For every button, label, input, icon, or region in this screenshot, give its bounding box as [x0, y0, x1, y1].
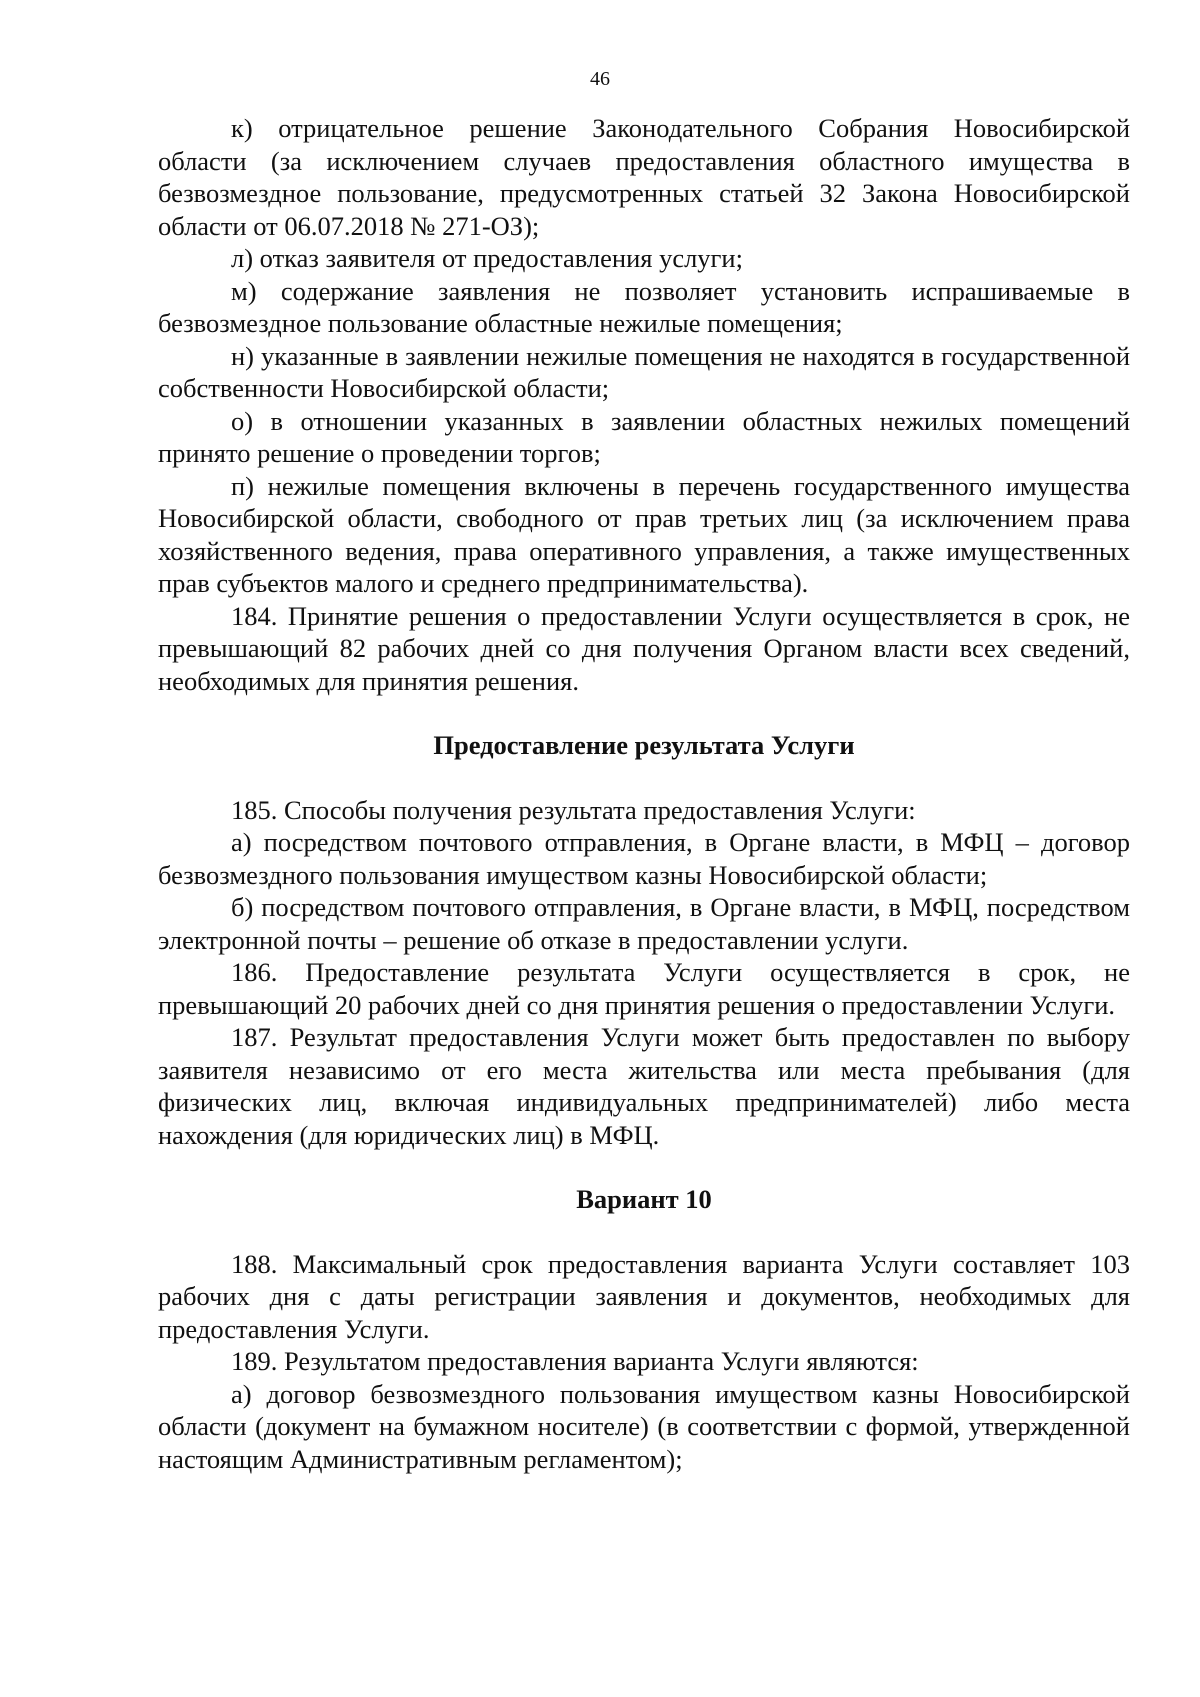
paragraph-187: 187. Результат предоставления Услуги может быть предоставлен по выбору заявителя независимо от его места жительства или места пребывания (для физических лиц, включая индивидуальных предпринимателей) либо места нахождения (для юридических лиц) в МФЦ.: [158, 1022, 1130, 1150]
section-heading-variant-10: Вариант 10: [576, 1184, 712, 1214]
paragraph-188: 188. Максимальный срок предоставления варианта Услуги составляет 103 рабочих дня с даты регистрации заявления и документов, необходимых для предоставления Услуги.: [158, 1248, 1130, 1344]
page-number: 46: [590, 68, 610, 90]
document-body: [158, 112, 1130, 1475]
paragraph-189-a: а) договор безвозмездного пользования имуществом казны Новосибирской области (документ на бумажном носителе) (в соответствии с формой, утвержденной настоящим Административным регламентом);: [158, 1378, 1130, 1474]
paragraph-m: м) содержание заявления не позволяет установить испрашиваемые в безвозмездное пользование областные нежилые помещения;: [158, 275, 1130, 338]
paragraph-p: п) нежилые помещения включены в перечень государственного имущества Новосибирской области, свободного от прав третьих лиц (за исключением права хозяйственного ведения, права оперативного управления, а также имущественных прав субъектов малого и среднего предпринимательства).: [158, 470, 1130, 598]
section-heading-result: Предоставление результата Услуги: [433, 730, 855, 760]
paragraph-186: 186. Предоставление результата Услуги осуществляется в срок, не превышающий 20 рабочих дней со дня принятия решения о предоставлении Услуги.: [158, 957, 1130, 1020]
paragraph-k: к) отрицательное решение Законодательного Собрания Новосибирской области (за исключением случаев предоставления областного имущества в безвозмездное пользование, предусмотренных статьей 32 Закона Новосибирской области от 06.07.2018 № 271-ОЗ);: [158, 113, 1130, 241]
paragraph-185: 185. Способы получения результата предоставления Услуги:: [231, 794, 916, 825]
paragraph-184: 184. Принятие решения о предоставлении Услуги осуществляется в срок, не превышающий 82 рабочих дней со дня получения Органом власти всех сведений, необходимых для принятия решения.: [158, 600, 1130, 696]
paragraph-185-b: б) посредством почтового отправления, в Органе власти, в МФЦ, посредством электронной почты – решение об отказе в предоставлении услуги.: [158, 892, 1130, 955]
paragraph-o: о) в отношении указанных в заявлении областных нежилых помещений принято решение о проведении торгов;: [158, 405, 1130, 468]
paragraph-185-a: а) посредством почтового отправления, в Органе власти, в МФЦ – договор безвозмездного пользования имуществом казны Новосибирской области;: [158, 827, 1130, 890]
paragraph-189: 189. Результатом предоставления варианта Услуги являются:: [231, 1346, 919, 1376]
paragraph-n: н) указанные в заявлении нежилые помещения не находятся в государственной собственности Новосибирской области;: [158, 340, 1130, 403]
paragraph-l: л) отказ заявителя от предоставления услуги;: [231, 243, 743, 273]
